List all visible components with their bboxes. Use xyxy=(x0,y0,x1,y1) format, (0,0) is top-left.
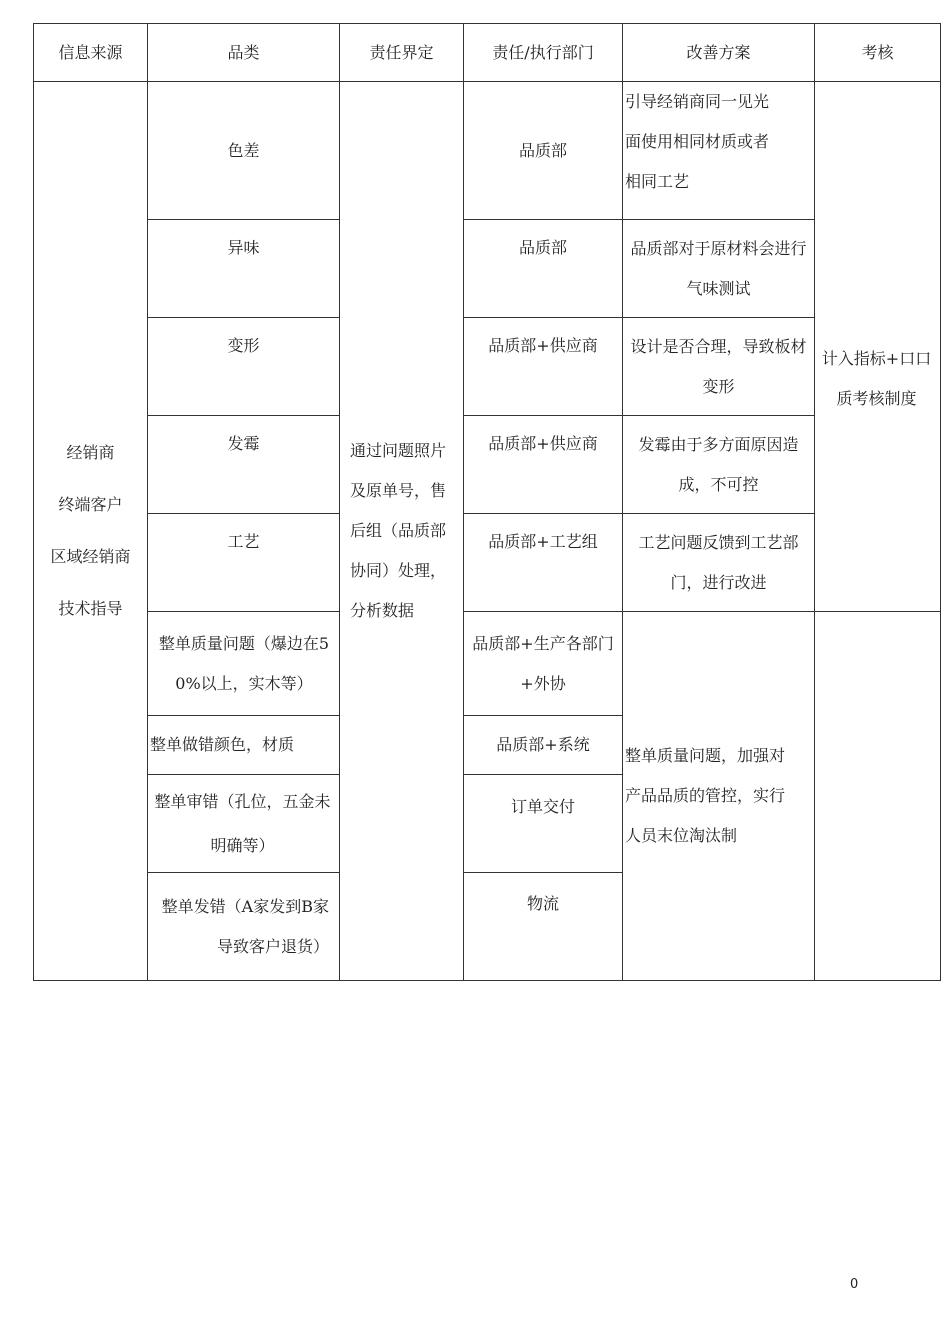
department-cell: 品质部 xyxy=(464,82,623,220)
category-cell xyxy=(148,612,340,716)
header-department: 责任/执行部门 xyxy=(464,24,623,82)
source-line: 技术指导 xyxy=(58,599,123,618)
header-assessment: 考核 xyxy=(815,24,941,82)
department-text: 订单交付 xyxy=(510,797,575,816)
plan-cell xyxy=(623,514,815,612)
header-category: 品类 xyxy=(148,24,340,82)
plan-text: 设计是否合理，导致板材变形 xyxy=(630,336,807,396)
table-row xyxy=(34,514,941,612)
category-text: 工艺 xyxy=(227,532,260,551)
assessment-text: 计入指标+口口质考核制度 xyxy=(821,348,932,408)
plan-cell xyxy=(623,220,815,318)
source-line: 区域经销商 xyxy=(50,547,131,566)
category-text: 发霉 xyxy=(227,434,260,453)
table-row xyxy=(34,318,941,416)
department-text: 物流 xyxy=(526,894,559,913)
category-text: 整单审错（孔位，五金未明确等） xyxy=(154,791,331,855)
info-source-cell xyxy=(34,82,148,981)
plan-cell xyxy=(623,318,815,416)
header-improvement-plan: 改善方案 xyxy=(623,24,815,82)
header-responsibility: 责任界定 xyxy=(340,24,464,82)
department-cell xyxy=(464,514,623,612)
department-text: 品质部+生产各部门+外协 xyxy=(472,633,614,693)
header-row xyxy=(34,24,941,82)
responsibility-cell xyxy=(340,82,464,981)
department-cell xyxy=(464,220,623,318)
assessment-cell xyxy=(815,82,941,612)
plan-text: 引导经销商同一见光面使用相同材质或者相同工艺 xyxy=(625,92,770,191)
header-info-source: 信息来源 xyxy=(34,24,148,82)
table-row xyxy=(34,416,941,514)
department-cell xyxy=(464,318,623,416)
plan-cell xyxy=(623,416,815,514)
category-text: 异味 xyxy=(227,238,260,257)
department-text: 品质部+供应商 xyxy=(488,336,598,355)
department-cell xyxy=(464,416,623,514)
department-text: 品质部+供应商 xyxy=(488,434,598,453)
department-cell: 品质部+系统 xyxy=(464,716,623,775)
department-cell xyxy=(464,775,623,873)
category-cell: 色差 xyxy=(148,82,340,220)
plan-cell xyxy=(623,82,815,220)
department-cell xyxy=(464,612,623,716)
page-number: 0 xyxy=(850,1277,859,1292)
department-text: 品质部 xyxy=(518,238,567,257)
source-line: 终端客户 xyxy=(58,495,123,514)
category-cell xyxy=(148,716,340,775)
department-text: 品质部+工艺组 xyxy=(488,532,598,551)
plan-text: 工艺问题反馈到工艺部门，进行改进 xyxy=(638,532,799,592)
category-text: 整单发错（A家发到B家导致客户退货） xyxy=(161,896,329,956)
category-text: 整单质量问题（爆边在50%以上，实木等） xyxy=(158,633,330,693)
table-row xyxy=(34,612,941,716)
quality-responsibility-table xyxy=(33,23,941,981)
table-row xyxy=(34,82,941,220)
source-line: 经销商 xyxy=(66,443,115,462)
category-text: 变形 xyxy=(227,336,260,355)
plan-text: 发霉由于多方面原因造成，不可控 xyxy=(638,434,799,494)
shared-plan-text: 整单质量问题，加强对产品品质的管控，实行人员末位淘汰制 xyxy=(625,746,786,845)
category-cell xyxy=(148,514,340,612)
category-cell xyxy=(148,775,340,873)
category-cell xyxy=(148,318,340,416)
category-cell xyxy=(148,873,340,981)
shared-plan-cell xyxy=(623,612,815,981)
table-row xyxy=(34,220,941,318)
responsibility-text: 通过问题照片及原单号，售后组（品质部协同）处理，分析数据 xyxy=(350,441,447,620)
category-cell xyxy=(148,220,340,318)
assessment-empty-cell xyxy=(815,612,941,981)
department-cell xyxy=(464,873,623,981)
category-text: 整单做错颜色，材质 xyxy=(150,735,295,754)
category-cell xyxy=(148,416,340,514)
plan-text: 品质部对于原材料会进行气味测试 xyxy=(630,238,807,298)
